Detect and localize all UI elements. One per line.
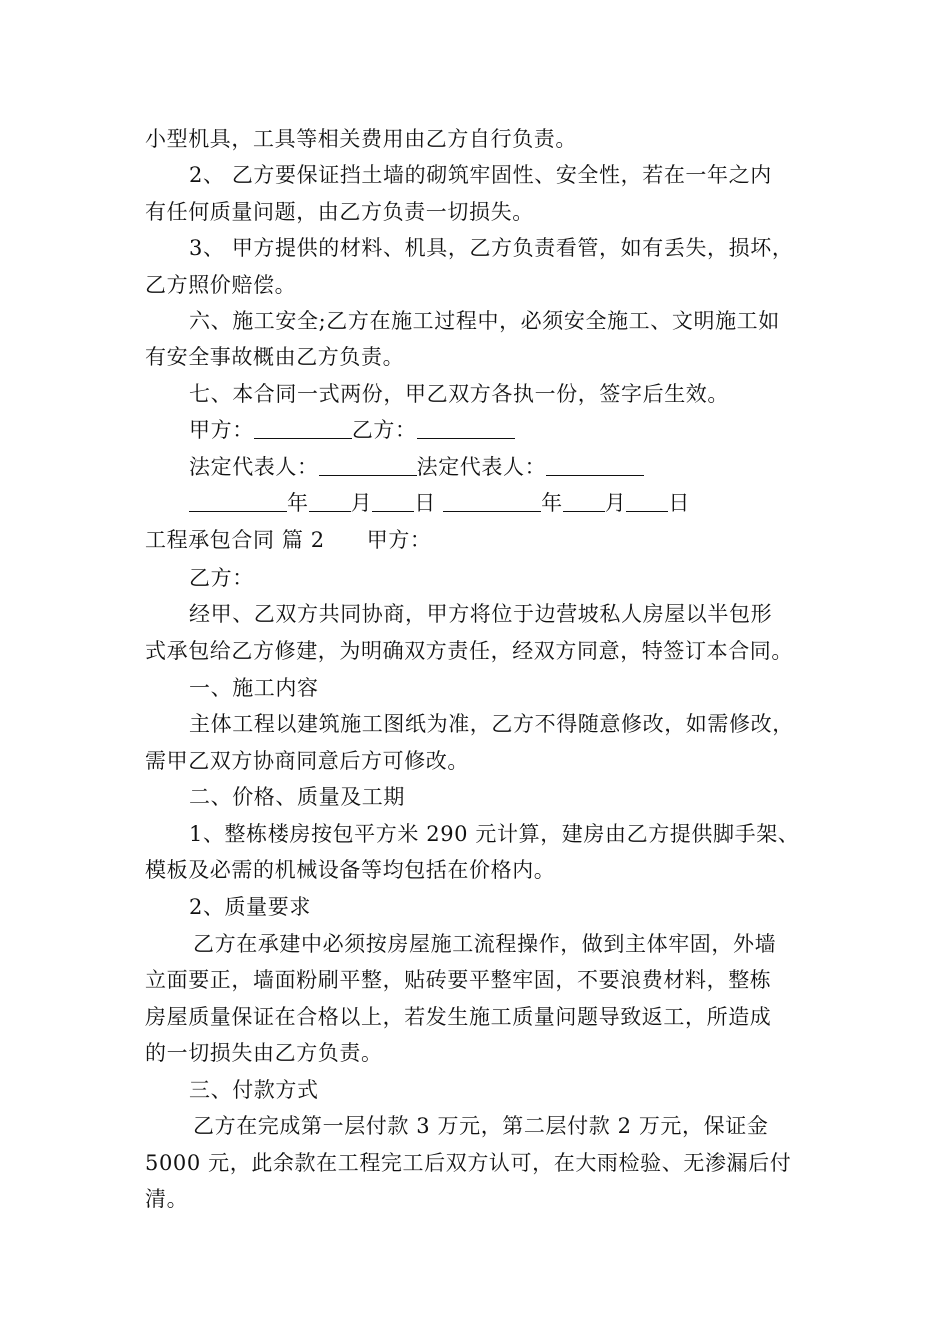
paragraph-line: 六、施工安全;乙方在施工过程中，必须安全施工、文明施工如 xyxy=(189,309,780,333)
year-label: 年 xyxy=(541,491,563,515)
paragraph-line: 有安全事故概由乙方负责。 xyxy=(145,345,405,369)
date-blank xyxy=(626,489,668,512)
date-blank xyxy=(309,489,351,512)
paragraph-line: 2、 乙方要保证挡土墙的砌筑牢固性、安全性，若在一年之内 xyxy=(189,163,772,187)
rep-label-a: 法定代表人： xyxy=(189,455,319,479)
section-heading: 2、质量要求 xyxy=(189,895,311,919)
month-label: 月 xyxy=(604,491,627,515)
paragraph-line: 清。 xyxy=(145,1187,189,1211)
paragraph-line: 小型机具，工具等相关费用由乙方自行负责。 xyxy=(145,127,577,151)
paragraph-line: 的一切损失由乙方负责。 xyxy=(145,1041,383,1065)
paragraph-line: 3、 甲方提供的材料、机具，乙方负责看管，如有丢失，损坏， xyxy=(189,236,794,260)
paragraph-line: 模板及必需的机械设备等均包括在价格内。 xyxy=(145,858,556,882)
paragraph-line: 乙方在承建中必须按房屋施工流程操作，做到主体牢固，外墙 xyxy=(193,932,777,956)
date-blank xyxy=(372,489,414,512)
signature-blank xyxy=(417,416,515,439)
date-blank xyxy=(189,489,287,512)
paragraph-line: 1、整栋楼房按包平方米 290 元计算，建房由乙方提供脚手架、 xyxy=(189,822,800,846)
paragraph-line: 式承包给乙方修建，为明确双方责任，经双方同意，特签订本合同。 xyxy=(145,639,793,663)
contract-title: 工程承包合同 篇 2 xyxy=(145,528,325,552)
paragraph-line: 经甲、乙双方共同协商，甲方将位于边营坡私人房屋以半包形 xyxy=(189,602,773,626)
signature-rep-line xyxy=(189,449,869,485)
month-label: 月 xyxy=(350,491,373,515)
paragraph-line: 有任何质量问题，由乙方负责一切损失。 xyxy=(145,200,534,224)
paragraph-line: 立面要正，墙面粉刷平整，贴砖要平整牢固，不要浪费材料，整栋 xyxy=(145,968,772,992)
day-label: 日 xyxy=(414,491,436,515)
paragraph-line: 七、本合同一式两份，甲乙双方各执一份，签字后生效。 xyxy=(189,382,729,406)
paragraph-line: 乙方照价赔偿。 xyxy=(145,273,297,297)
date-blank xyxy=(443,489,541,512)
rep-label-b: 法定代表人： xyxy=(416,455,547,479)
contract2-party-a: 甲方： xyxy=(366,528,432,552)
date-blank xyxy=(563,489,605,512)
contract-title-line xyxy=(145,522,825,558)
section-heading: 二、价格、质量及工期 xyxy=(189,785,405,809)
day-label: 日 xyxy=(668,491,690,515)
signature-party-line xyxy=(189,412,869,448)
signature-date-line xyxy=(189,485,869,521)
paragraph-line: 5000 元，此余款在工程完工后双方认可，在大雨检验、无渗漏后付 xyxy=(145,1151,792,1175)
paragraph-line: 房屋质量保证在合格以上，若发生施工质量问题导致返工，所造成 xyxy=(145,1005,772,1029)
year-label: 年 xyxy=(287,491,309,515)
paragraph-line: 需甲乙双方协商同意后方可修改。 xyxy=(145,749,469,773)
paragraph-line: 乙方在完成第一层付款 3 万元，第二层付款 2 万元，保证金 xyxy=(193,1114,769,1138)
party-b-label: 乙方： xyxy=(351,418,417,442)
party-a-label: 甲方： xyxy=(189,418,254,442)
signature-blank xyxy=(546,453,644,476)
section-heading: 一、施工内容 xyxy=(189,676,319,700)
contract2-party-b: 乙方： xyxy=(189,566,254,590)
signature-blank xyxy=(254,416,352,439)
signature-blank xyxy=(319,453,417,476)
section-heading: 三、付款方式 xyxy=(189,1078,319,1102)
paragraph-line: 主体工程以建筑施工图纸为准，乙方不得随意修改，如需修改， xyxy=(189,712,794,736)
